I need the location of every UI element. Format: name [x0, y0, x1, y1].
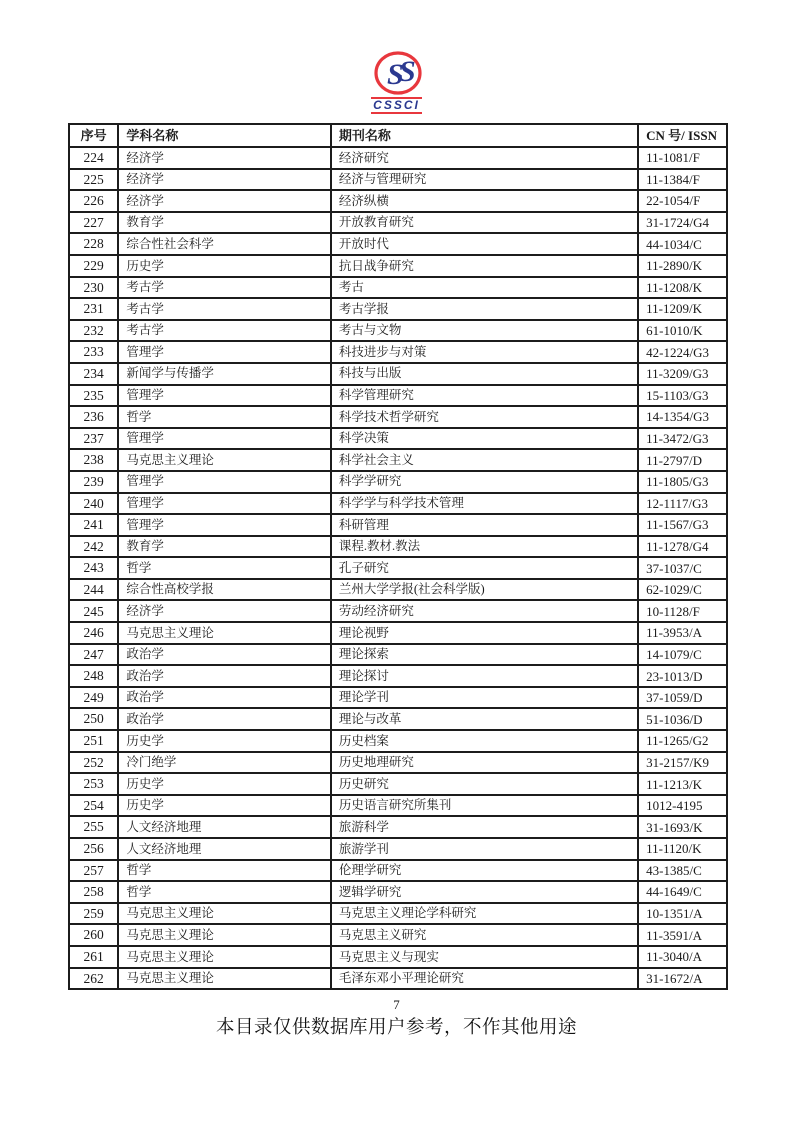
cell-journal-name: 理论视野 — [331, 622, 638, 644]
cell-cn-issn: 11-1208/K — [638, 277, 727, 299]
table-row — [69, 255, 727, 277]
cell-discipline-name: 哲学 — [118, 860, 331, 882]
cell-serial-number: 244 — [69, 579, 118, 601]
table-row — [69, 514, 727, 536]
cell-discipline-name: 马克思主义理论 — [118, 622, 331, 644]
cell-serial-number: 237 — [69, 428, 118, 450]
cell-cn-issn: 22-1054/F — [638, 190, 727, 212]
cell-journal-name: 孔子研究 — [331, 557, 638, 579]
table-row — [69, 471, 727, 493]
table-row — [69, 190, 727, 212]
footer-disclaimer: 本目录仅供数据库用户参考，不作其他用途 — [215, 1016, 577, 1037]
cell-serial-number: 234 — [69, 363, 118, 385]
table-row — [69, 212, 727, 234]
cell-discipline-name: 马克思主义理论 — [118, 946, 331, 968]
cell-serial-number: 239 — [69, 471, 118, 493]
table-row — [69, 773, 727, 795]
cell-serial-number: 241 — [69, 514, 118, 536]
cell-serial-number: 242 — [69, 536, 118, 558]
cell-cn-issn: 11-3472/G3 — [638, 428, 727, 450]
table-row — [69, 363, 727, 385]
table-row — [69, 428, 727, 450]
table-row — [69, 665, 727, 687]
cell-discipline-name: 政治学 — [118, 665, 331, 687]
cell-serial-number: 227 — [69, 212, 118, 234]
cell-journal-name: 科学学与科学技术管理 — [331, 493, 638, 515]
cell-serial-number: 259 — [69, 903, 118, 925]
cell-cn-issn: 11-3953/A — [638, 622, 727, 644]
cell-journal-name: 理论探索 — [331, 644, 638, 666]
cell-discipline-name: 哲学 — [118, 881, 331, 903]
cell-serial-number: 232 — [69, 320, 118, 342]
cell-cn-issn: 31-1724/G4 — [638, 212, 727, 234]
cell-discipline-name: 管理学 — [118, 385, 331, 407]
cell-serial-number: 262 — [69, 968, 118, 990]
cell-serial-number: 226 — [69, 190, 118, 212]
cell-discipline-name: 哲学 — [118, 406, 331, 428]
table-row — [69, 557, 727, 579]
cell-cn-issn: 37-1059/D — [638, 687, 727, 709]
cell-serial-number: 248 — [69, 665, 118, 687]
cell-cn-issn: 11-1278/G4 — [638, 536, 727, 558]
cell-serial-number: 245 — [69, 600, 118, 622]
table-row — [69, 147, 727, 169]
cell-cn-issn: 11-3591/A — [638, 924, 727, 946]
cell-journal-name: 兰州大学学报(社会科学版) — [331, 579, 638, 601]
cell-discipline-name: 考古学 — [118, 277, 331, 299]
cell-journal-name: 开放时代 — [331, 233, 638, 255]
cell-journal-name: 历史研究 — [331, 773, 638, 795]
cell-cn-issn: 11-3040/A — [638, 946, 727, 968]
logo-monogram-s1: S — [386, 58, 404, 91]
cell-discipline-name: 考古学 — [118, 298, 331, 320]
cell-cn-issn: 14-1354/G3 — [638, 406, 727, 428]
cell-cn-issn: 43-1385/C — [638, 860, 727, 882]
cell-journal-name: 考古 — [331, 277, 638, 299]
cell-discipline-name: 综合性高校学报 — [118, 579, 331, 601]
cell-cn-issn: 10-1351/A — [638, 903, 727, 925]
cell-discipline-name: 管理学 — [118, 341, 331, 363]
logo-monogram-s2: S — [398, 55, 416, 88]
cell-discipline-name: 政治学 — [118, 644, 331, 666]
cell-serial-number: 240 — [69, 493, 118, 515]
cell-cn-issn: 11-2890/K — [638, 255, 727, 277]
table-row — [69, 449, 727, 471]
table-row — [69, 536, 727, 558]
cell-discipline-name: 教育学 — [118, 212, 331, 234]
cell-journal-name: 理论探讨 — [331, 665, 638, 687]
cell-serial-number: 258 — [69, 881, 118, 903]
cell-cn-issn: 44-1034/C — [638, 233, 727, 255]
cell-serial-number: 233 — [69, 341, 118, 363]
cell-serial-number: 228 — [69, 233, 118, 255]
cell-discipline-name: 哲学 — [118, 557, 331, 579]
journal-table — [68, 123, 728, 990]
cell-serial-number: 257 — [69, 860, 118, 882]
cell-journal-name: 马克思主义与现实 — [331, 946, 638, 968]
cell-discipline-name: 经济学 — [118, 600, 331, 622]
table-row — [69, 622, 727, 644]
cell-serial-number: 249 — [69, 687, 118, 709]
table-row — [69, 493, 727, 515]
cell-serial-number: 247 — [69, 644, 118, 666]
cell-journal-name: 历史地理研究 — [331, 752, 638, 774]
header-cn-issn: CN 号/ ISSN — [638, 124, 727, 147]
cell-discipline-name: 冷门绝学 — [118, 752, 331, 774]
cell-journal-name: 科学学研究 — [331, 471, 638, 493]
cell-journal-name: 课程.教材.教法 — [331, 536, 638, 558]
cell-cn-issn: 1012-4195 — [638, 795, 727, 817]
table-row — [69, 752, 727, 774]
header-discipline-name: 学科名称 — [118, 124, 331, 147]
table-row — [69, 881, 727, 903]
cssci-logo — [349, 50, 445, 114]
cell-journal-name: 经济纵横 — [331, 190, 638, 212]
table-row — [69, 838, 727, 860]
cell-journal-name: 理论学刊 — [331, 687, 638, 709]
table-row — [69, 320, 727, 342]
cell-discipline-name: 历史学 — [118, 773, 331, 795]
table-row — [69, 579, 727, 601]
cell-journal-name: 抗日战争研究 — [331, 255, 638, 277]
cssci-wordmark: CSSCI — [371, 97, 422, 114]
cell-journal-name: 经济研究 — [331, 147, 638, 169]
cell-journal-name: 旅游科学 — [331, 816, 638, 838]
cell-discipline-name: 管理学 — [118, 428, 331, 450]
cell-cn-issn: 11-1384/F — [638, 169, 727, 191]
cell-cn-issn: 11-1209/K — [638, 298, 727, 320]
cell-cn-issn: 62-1029/C — [638, 579, 727, 601]
cell-journal-name: 科学管理研究 — [331, 385, 638, 407]
cell-discipline-name: 马克思主义理论 — [118, 924, 331, 946]
cell-journal-name: 考古与文物 — [331, 320, 638, 342]
cell-cn-issn: 51-1036/D — [638, 708, 727, 730]
cell-serial-number: 225 — [69, 169, 118, 191]
cell-cn-issn: 11-1120/K — [638, 838, 727, 860]
cell-journal-name: 理论与改革 — [331, 708, 638, 730]
cell-discipline-name: 新闻学与传播学 — [118, 363, 331, 385]
cell-cn-issn: 11-3209/G3 — [638, 363, 727, 385]
cell-serial-number: 235 — [69, 385, 118, 407]
table-row — [69, 341, 727, 363]
cell-serial-number: 246 — [69, 622, 118, 644]
cell-cn-issn: 11-1081/F — [638, 147, 727, 169]
cell-journal-name: 科技进步与对策 — [331, 341, 638, 363]
cell-serial-number: 229 — [69, 255, 118, 277]
cell-cn-issn: 14-1079/C — [638, 644, 727, 666]
cell-cn-issn: 11-1567/G3 — [638, 514, 727, 536]
cell-discipline-name: 教育学 — [118, 536, 331, 558]
cell-cn-issn: 11-1805/G3 — [638, 471, 727, 493]
cell-discipline-name: 综合性社会科学 — [118, 233, 331, 255]
cell-discipline-name: 政治学 — [118, 687, 331, 709]
cell-journal-name: 毛泽东邓小平理论研究 — [331, 968, 638, 990]
cell-serial-number: 243 — [69, 557, 118, 579]
header-journal-name: 期刊名称 — [331, 124, 638, 147]
cell-cn-issn: 11-1213/K — [638, 773, 727, 795]
cell-serial-number: 250 — [69, 708, 118, 730]
table-row — [69, 795, 727, 817]
cell-serial-number: 230 — [69, 277, 118, 299]
cell-cn-issn: 31-1672/A — [638, 968, 727, 990]
cell-discipline-name: 管理学 — [118, 471, 331, 493]
table-row — [69, 708, 727, 730]
cell-discipline-name: 马克思主义理论 — [118, 968, 331, 990]
cell-serial-number: 254 — [69, 795, 118, 817]
cell-cn-issn: 11-2797/D — [638, 449, 727, 471]
cell-journal-name: 科学社会主义 — [331, 449, 638, 471]
cell-discipline-name: 马克思主义理论 — [118, 449, 331, 471]
table-row — [69, 406, 727, 428]
cell-cn-issn: 37-1037/C — [638, 557, 727, 579]
cell-discipline-name: 经济学 — [118, 147, 331, 169]
cell-journal-name: 科学决策 — [331, 428, 638, 450]
table-row — [69, 385, 727, 407]
cell-cn-issn: 15-1103/G3 — [638, 385, 727, 407]
cell-discipline-name: 历史学 — [118, 730, 331, 752]
cell-journal-name: 马克思主义研究 — [331, 924, 638, 946]
cell-journal-name: 科学技术哲学研究 — [331, 406, 638, 428]
cell-serial-number: 253 — [69, 773, 118, 795]
table-header-row — [69, 124, 727, 147]
header-serial-number: 序号 — [69, 124, 118, 147]
table-row — [69, 924, 727, 946]
cell-serial-number: 256 — [69, 838, 118, 860]
cell-journal-name: 经济与管理研究 — [331, 169, 638, 191]
cell-discipline-name: 经济学 — [118, 169, 331, 191]
page-number: 7 — [393, 997, 400, 1012]
cell-journal-name: 劳动经济研究 — [331, 600, 638, 622]
table-row — [69, 687, 727, 709]
cell-cn-issn: 12-1117/G3 — [638, 493, 727, 515]
table-row — [69, 298, 727, 320]
cell-discipline-name: 经济学 — [118, 190, 331, 212]
table-row — [69, 644, 727, 666]
cell-serial-number: 260 — [69, 924, 118, 946]
table-row — [69, 946, 727, 968]
journal-table-container — [68, 123, 728, 990]
cell-serial-number: 255 — [69, 816, 118, 838]
cell-cn-issn: 11-1265/G2 — [638, 730, 727, 752]
table-row — [69, 600, 727, 622]
cell-discipline-name: 政治学 — [118, 708, 331, 730]
cell-journal-name: 旅游学刊 — [331, 838, 638, 860]
cell-cn-issn: 42-1224/G3 — [638, 341, 727, 363]
cell-serial-number: 224 — [69, 147, 118, 169]
cell-discipline-name: 管理学 — [118, 493, 331, 515]
cell-serial-number: 251 — [69, 730, 118, 752]
cell-cn-issn: 44-1649/C — [638, 881, 727, 903]
cell-journal-name: 科技与出版 — [331, 363, 638, 385]
table-row — [69, 730, 727, 752]
journal-table-body — [69, 147, 727, 989]
cell-journal-name: 历史语言研究所集刊 — [331, 795, 638, 817]
cssci-logo-icon — [365, 50, 429, 96]
cell-journal-name: 逻辑学研究 — [331, 881, 638, 903]
table-row — [69, 277, 727, 299]
table-row — [69, 816, 727, 838]
cell-journal-name: 科研管理 — [331, 514, 638, 536]
cell-serial-number: 231 — [69, 298, 118, 320]
cell-serial-number: 236 — [69, 406, 118, 428]
cell-cn-issn: 10-1128/F — [638, 600, 727, 622]
cell-cn-issn: 23-1013/D — [638, 665, 727, 687]
table-row — [69, 233, 727, 255]
cell-journal-name: 伦理学研究 — [331, 860, 638, 882]
table-row — [69, 860, 727, 882]
cell-discipline-name: 历史学 — [118, 255, 331, 277]
cell-discipline-name: 马克思主义理论 — [118, 903, 331, 925]
table-row — [69, 169, 727, 191]
cell-cn-issn: 61-1010/K — [638, 320, 727, 342]
cell-journal-name: 历史档案 — [331, 730, 638, 752]
cell-serial-number: 261 — [69, 946, 118, 968]
cell-journal-name: 考古学报 — [331, 298, 638, 320]
table-row — [69, 903, 727, 925]
cell-discipline-name: 考古学 — [118, 320, 331, 342]
cell-serial-number: 238 — [69, 449, 118, 471]
cell-discipline-name: 历史学 — [118, 795, 331, 817]
cell-journal-name: 开放教育研究 — [331, 212, 638, 234]
cell-discipline-name: 管理学 — [118, 514, 331, 536]
cell-cn-issn: 31-2157/K9 — [638, 752, 727, 774]
cell-discipline-name: 人文经济地理 — [118, 838, 331, 860]
cell-discipline-name: 人文经济地理 — [118, 816, 331, 838]
table-row — [69, 968, 727, 990]
cell-journal-name: 马克思主义理论学科研究 — [331, 903, 638, 925]
cell-cn-issn: 31-1693/K — [638, 816, 727, 838]
cell-serial-number: 252 — [69, 752, 118, 774]
